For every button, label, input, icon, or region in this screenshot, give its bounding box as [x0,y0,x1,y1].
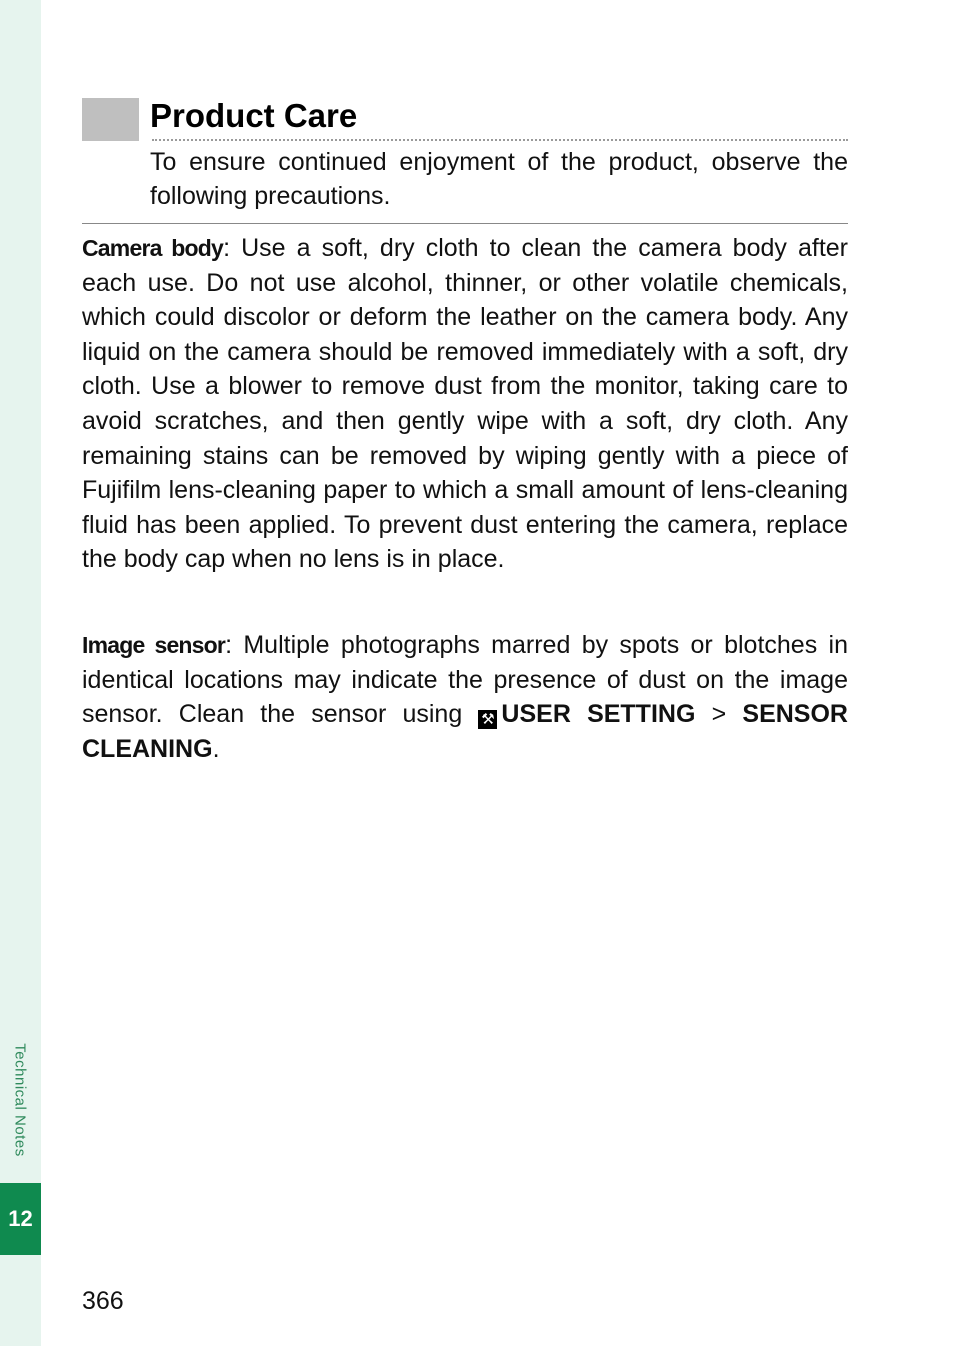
image-sensor-end: . [212,734,220,763]
chapter-number: 12 [8,1206,33,1231]
camera-body-paragraph [82,231,848,577]
sensor-cleaning-menu: SENSOR CLEANING [82,700,848,763]
section-label: Technical Notes [11,1043,29,1157]
image-sensor-text: : Multiple photographs marred by spots or blotches in identical locations may indicate the presence of dust on the image sensor. Clean the sensor using [82,631,848,729]
camera-body-text: : Use a soft, dry cloth to clean the camera body after each use. Do not use alcohol, thinner, or other volatile chemicals, which could discolor or deform the leather on the camera body. Any liquid on the camera should be removed immediately with a soft, dry cloth. Use a blower to remove dust from the monitor, taking care to avoid scratches, and then gently wipe with a soft, dry cloth. Any remaining stains can be removed by wiping gently with a piece of Fujifilm lens-cleaning paper to which a small amount of lens-cleaning fluid has been applied. To prevent dust entering the camera, replace the body cap when no lens is in place. [82,234,848,574]
image-sensor-term: Image sensor [82,632,226,658]
image-sensor-paragraph [82,628,848,766]
chapter-tab [0,1183,41,1255]
page-title: Product Care [150,97,358,134]
section-divider [82,223,848,224]
page-number: 366 [82,1287,124,1315]
intro-paragraph: To ensure continued enjoyment of the product, observe the following precautions. [150,148,848,210]
title-dotted-divider [152,139,848,141]
camera-body-term: Camera body [82,235,224,261]
title-marker [82,98,139,141]
wrench-icon: ⚒ [478,710,497,729]
user-setting-menu: USER SETTING [501,700,696,729]
menu-separator: > [711,700,727,729]
